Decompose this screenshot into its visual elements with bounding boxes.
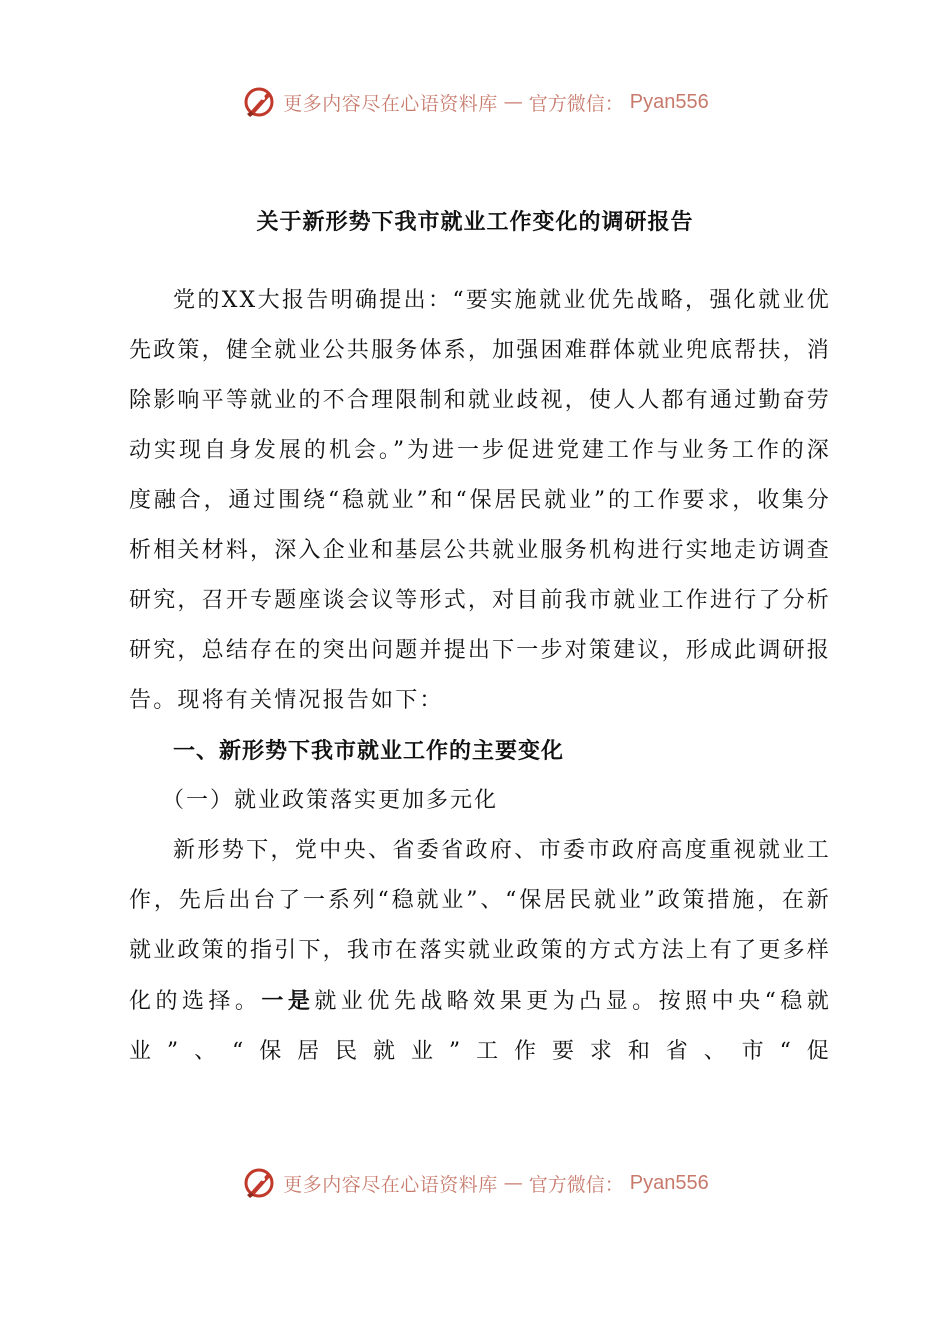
banner-separator: — [503,91,523,113]
footer-banner [0,1163,950,1203]
subsection-heading: （一）就业政策落实更加多元化 [162,788,499,813]
bold-emphasis: 一是 [261,988,315,1014]
banner-wechat-id: Pyan556 [629,1171,709,1194]
pen-nib-logo-icon [241,1165,277,1201]
header-banner-inner [241,84,709,120]
header-banner [0,82,950,122]
document-body [129,276,831,1077]
paragraph-text: 新形势下，党中央、省委省政府、市委市政府高度重视就业工作，先后出台了一系列“稳就业”、“保居民就业”政策措施，在新就业政策的指引下，我市在落实就业政策的方式方法上有了更多样化的选择。 [129,838,831,1014]
section-heading: 一、新形势下我市就业工作的主要变化 [173,738,565,764]
paragraph-text-continued: 就业优先战略效果更为凸显。按照中央“稳就业”、“保居民就业”工作要求和省、市“促 [129,989,831,1064]
footer-banner-inner [241,1165,709,1201]
body-paragraph [129,826,831,1077]
banner-wechat-id: Pyan556 [629,90,709,113]
banner-separator: — [503,1172,523,1194]
banner-main-text: 更多内容尽在心语资料库 [283,92,498,115]
banner-wechat-label: 官方微信： [528,1173,624,1196]
banner-main-text: 更多内容尽在心语资料库 [283,1173,498,1196]
intro-paragraph: 党的XX大报告明确提出：“要实施就业优先战略，强化就业优先政策，健全就业公共服务体系，加强困难群体就业兜底帮扶，消除影响平等就业的不合理限制和就业歧视，使人人都有通过勤奋劳动实现自身发展的机会。”为进一步促进党建工作与业务工作的深度融合，通过围绕“稳就业”和“保居民就业”的工作要求，收集分析相关材料，深入企业和基层公共就业服务机构进行实地走访调查研究，召开专题座谈会议等形式，对目前我市就业工作进行了分析研究，总结存在的突出问题并提出下一步对策建议，形成此调研报告。现将有关情况报告如下： [129,288,831,713]
banner-wechat-label: 官方微信： [528,92,624,115]
pen-nib-logo-icon [241,84,277,120]
document-title: 关于新形势下我市就业工作变化的调研报告 [256,209,694,235]
